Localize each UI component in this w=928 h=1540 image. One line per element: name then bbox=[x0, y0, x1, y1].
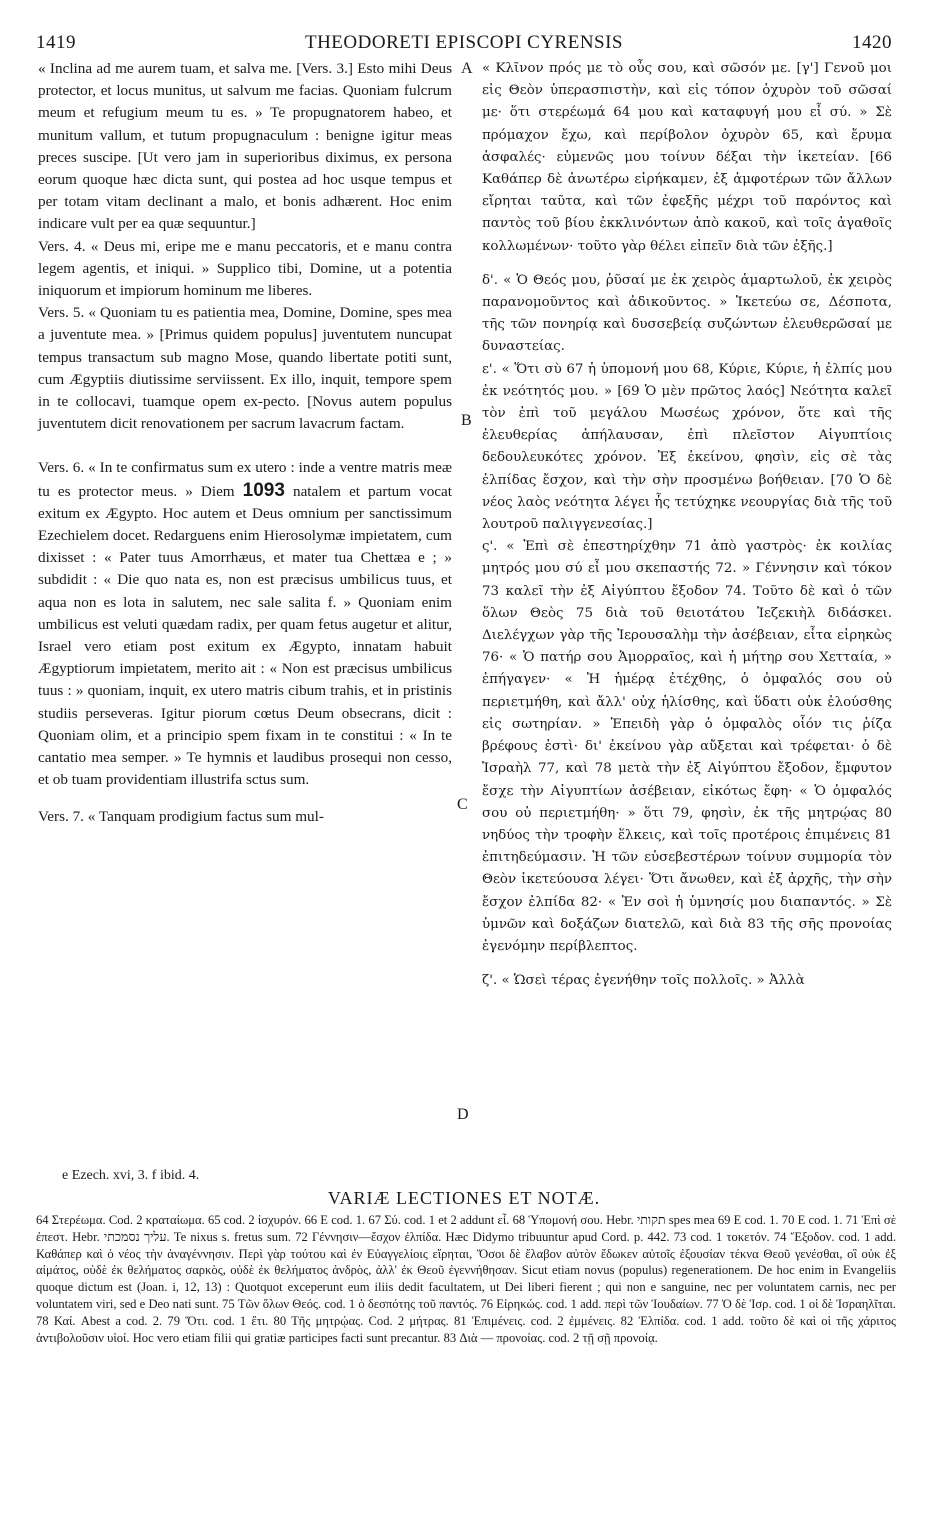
greek-paragraph: ε'. « Ὅτι σὺ 67 ἡ ὑπομονή μου 68, Κύριε, Κύριε, ἡ ἐλπίς μου ἐκ νεότητός μου. » [69 Ὁ μὲν πρῶτος λαός] Νεότητα καλεῖ τὸν ἐπὶ τοῦ μεγάλου Μωσέως χρόνον, ὅτε καὶ τῆς ἐλευθερίας ἀπήλαυσαν, ἐπὶ πλεῖστον Αἰγυπτίοις δεδουλευκότες χρόνον. Ἐξ ἐκείνου, φησὶν, εἰς σὲ τὰς ἐλπίδας ἔσχον, καὶ τὴν σὴν προσμένω βοήθειαν. [70 Ὁ δὲ νέος λαὸς νεότητα λέγει ἧς τετύχηκε νεουργίας διὰ τῆς τοῦ λουτροῦ παλιγγενεσίας.] bbox=[482, 361, 892, 533]
variae-lectiones-title: VARIÆ LECTIONES ET NOTÆ. bbox=[327, 1188, 601, 1208]
greek-paragraph: ς'. « Ἐπὶ σὲ ἐπεστηρίχθην 71 ἀπὸ γαστρὸς· ἐκ κοιλίας μητρός μου σύ εἶ μου σκεπαστής 72. » Γέννησιν καὶ τόκον 73 καλεῖ τὴν ἐξ Αἰγύπτου ἔξοδον 74. Τοῦτο δὲ καὶ ὁ τῶν ὅλων Θεὸς 75 διὰ τοῦ θειοτάτου Ἰεζεκιὴλ διδάσκει. Διελέγχων γὰρ τῆς Ἱερουσαλὴμ τὴν ἀσέβειαν, εἶτα εἰρηκὼς 76· « Ὁ πατήρ σου Ἀμορραῖος, καὶ ἡ μήτηρ σου Χετταία, » ἐπήγαγεν· « Ἡ ἡμέρᾳ ἐτέχθης, ὁ ὀμφαλός σου οὐ περιετμήθη, καὶ ἄλλ' οὐχ ἡλίσθης, καὶ ὕδατι οὐκ ἐλούσθης εἰς σωτηρίαν. » Ἐπειδὴ γὰρ ὁ ὀμφαλὸς οἷόν τις ῥίζα βρέφους ἐστὶ· δι' ἐκείνου γὰρ αὔξεται καὶ τρέφεται· ὁ δὲ Ἰσραὴλ 77, καὶ 78 μετὰ τὴν ἐξ Αἰγύπτου ἔξοδον, ἔμφυτον ἔσχε τὴν Αἰγυπτίων ἀσέβειαν, εἰκότως ἔφη· « Ὁ ὀμφαλός σου οὐ περιετμήθη· » ὅτι 79, φησὶν, ἐκ τῆς μητρῴας 80 νηδύος τὴν τροφὴν ἕλκεις, καὶ τοῖς προτέροις ἐπιμένεις 81 ἐπιτηδεύμασιν. Ἡ τῶν εὐσεβεστέρων τοίνυν συμμορία τὸν Θεὸν ἱκετεύουσα λέγει· Ὅτι ἄνωθεν, καὶ ἐξ ἀρχῆς, τὴν σὴν ἔσχον ἐλπίδα 82· « Ἐν σοὶ ἡ ὑμνησίς μου διαπαντός. » Σὲ ὑμνῶν καὶ δοξάζων διατελῶ, καὶ διὰ 83 τῆς σῆς προνοίας ἐγενόμην περίβλεπτος. bbox=[482, 539, 892, 954]
latin-paragraph: Vers. 7. « Tanquam prodigium factus sum mul- bbox=[38, 807, 324, 825]
running-title: THEODORETI EPISCOPI CYRENSIS bbox=[304, 32, 624, 53]
latin-verse-6-rest: natalem et partum vocat exitum ex Ægypto. Hoc autem et Deus omnium per sanctissimum Ezechielem docet. Redarguens enim Hierosolymæ impietatem, cum dixisset : « Pater tuus Amorrhæus, et mater tua Chettæa e ; » subdidit : « Die quo nata es, non est præcisus umbilicus tuus, et aqua non es lota in salutem, nec sale salita f. » Quoniam enim umbilicus est veluti quædam radix, per quam fetus augetur et alitur, Israel vero etiam post exitum ex Ægypto, innatam habuit Ægyptiorum impietatem, merito ait : « Non est præcisus umbilicus tuus : » quoniam, inquit, ex utero matris cibum trahis, et in pristinis studiis perseveras. Igitur piorum cœtus Deum obsecrans, dicit : Quoniam olim, et a principio spem fixam in te constitui : « In te cantatio mea semper. » Te hymnis et laudibus prosequi non cesso, et ob tuam providentiam illustrifa sctus sum. bbox=[38, 482, 452, 789]
greek-paragraph: ζ'. « Ὡσεὶ τέρας ἐγενήθην τοῖς πολλοῖς. » Ἀλλὰ bbox=[482, 973, 805, 989]
latin-paragraph: Vers. 5. « Quoniam tu es patientia mea, Domine, Domine, spes mea a juventute mea. » [Primus quidem populus] juventutem nuncupat tempus transactum sub magno Mose, quando libertate potiti sunt, cum Ægyptiis diutissime serviissent. Ex illo, inquit, tempore spem in te collocavi, tuamque opem ex-pecto. [Novus autem populus juventutem dicit renovationem per sacrum lavacrum factam. bbox=[38, 304, 452, 433]
latin-paragraph: « Inclina ad me aurem tuam, et salva me. [Vers. 3.] Esto mihi Deus protector, et locus munitus, ut salvum me facias. Quoniam fulcrum meum et refugium meum tu es. » Te propugnatorem habeo, et munitum vallum, et tutum propugnaculum : benigne igitur meas preces suscipe. [Ut vero jam in superioribus diximus, ex persona eorum quoque hæc dicta sunt, qui postea ad hoc usque tempus et per totam vitam declinant a malo, et bonis adhærent. Hoc enim indicare vult per ea quæ sequuntur.] bbox=[38, 60, 452, 233]
variae-lectiones-notes: 64 Στερέωμα. Cod. 2 κραταίωμα. 65 cod. 2 ἰσχυρόν. 66 E cod. 1. 67 Σύ. cod. 1 et 2 addunt εἶ. 68 Ὑπομονή σου. Hebr. תקותי spes mea 69 E cod. 1. 70 E cod. 1. 71 Ἐπὶ σὲ ἐπεστ. Hebr. עליך נסמכתי. Te nixus s. fretus sum. 72 Γέννησιν—ἔσχον ἐλπίδα. Hæc Didymo tribuuntur apud Cord. p. 442. 73 cod. 1 τοκετόν. 74 Ἔξοδον. cod. 1 add. Καθάπερ καὶ ὁ νέος τὴν ἀναγέννησιν. Περὶ γὰρ τούτου καὶ ἐν Εὐαγγελίοις εἴρηται, Ὅσοι δὲ ἔλαβον αὐτὸν ἔδωκεν αὐτοῖς ἐξουσίαν τέκνα Θεοῦ γενέσθαι, οἳ οὐκ ἐξ αἱμάτος, οὐδὲ ἐκ θελήματος σαρκὸς, οὐδὲ ἐκ θελήματος ἀνδρὸς, ἀλλ' ἐκ Θεοῦ ἐγεννήθησαν. Sicut etiam novus (populus) regenerationem. De hoc enim in Evangeliis quoque dictum est (Joan. i, 12, 13) : Quotquot exceperunt eum iliis dedit facultatem, ut Dei liberi fierent ; qui non e sanguine, nec per voluntatem carnis, nec per voluntatem viri, sed e Deo nati sunt. 75 Τῶν ὅλων Θεός. cod. 1 ὁ δεσπότης τοῦ παντός. 76 Εἰρηκώς. cod. 1 add. περὶ τῶν Ἰουδαίων. 77 Ὁ δὲ Ἰσρ. cod. 1 οἱ δὲ Ἰσραηλῖται. 78 Καί. Abest a cod. 2. 79 Ὅτι. cod. 1 ἔτι. 80 Τῆς μητρῴας. Cod. 2 μήτρας. 81 Ἐπιμένεις. cod. 2 ἐμμένεις. 82 Ἐλπίδα. cod. 1 add. τοῦτο δὲ καὶ οἱ τῆς χάριτος ἀντιβολοῦσιν υἱοί. Hoc vero etiam filii qui gratiæ participes facti sunt precantur. 83 Διὰ — προνοίας. cod. 2 τῇ σῇ προνοίᾳ. bbox=[36, 1213, 896, 1345]
margin-letter-c: C bbox=[457, 796, 468, 813]
greek-paragraph: δ'. « Ὁ Θεός μου, ῥῦσαί με ἐκ χειρὸς ἁμαρτωλοῦ, ἐκ χειρὸς παρανομοῦντος καὶ ἀδικοῦντος. » Ἱκετεύω σε, Δέσποτα, τῆς τῶν πονηρίᾳ καὶ δυσσεβείᾳ συζώντων ἐλευθερῶσαί με δυναστείας. bbox=[482, 272, 892, 355]
latin-paragraph: Vers. 4. « Deus mi, eripe me e manu peccatoris, et e manu contra legem agentis, et iniqui. » Supplico tibi, Domine, ut a potentia iniquorum et impiorum hominum me liberes. bbox=[38, 237, 452, 300]
latin-column bbox=[38, 58, 452, 828]
left-page-number: 1419 bbox=[36, 32, 76, 53]
greek-paragraph: « Κλῖνον πρός με τὸ οὖς σου, καὶ σῶσόν με. [γ'] Γενοῦ μοι εἰς Θεὸν ὑπερασπιστὴν, καὶ εἰς τόπον ὀχυρὸν τοῦ σῶσαί με· ὅτι στερέωμά 64 μου καὶ καταφυγή μου εἶ σύ. » Σὲ πρόμαχον ἔχω, καὶ περίβολον ὀχυρὸν 65, καὶ ἔρυμα ἀσφαλές· εὐμενῶς μου τοίνυν δέξαι τὴν ἱκετείαν. [66 Καθάπερ δὲ ἀνωτέρω εἰρήκαμεν, ἐξ ἀμφοτέρων τῶν ἄλλων εἴρηται ταῦτα, καὶ τῶν ἐφεξῆς μέχρι τοῦ παρόντος καὶ παντὸς τοῦ βίου ἐκκλινόντων ἀπὸ κακοῦ, καὶ τοῖς ἀγαθοῖς κολλωμένων· τοῦτο γὰρ θέλει εἰπεῖν διὰ τῶν ἑξῆς.] bbox=[482, 61, 892, 254]
margin-letter-b: B bbox=[461, 412, 472, 429]
right-page-number: 1420 bbox=[852, 32, 892, 53]
latin-verse-6-start: Vers. 6. « In te confirmatus sum ex utero : inde a ventre matris meæ tu es protector meus. » Diem bbox=[38, 459, 452, 500]
margin-letter-d: D bbox=[457, 1106, 469, 1123]
latin-paragraph bbox=[38, 457, 452, 791]
scripture-footnotes: e Ezech. xvi, 3. f ibid. 4. bbox=[62, 1168, 200, 1183]
greek-column bbox=[482, 58, 892, 992]
margin-letter-a: A bbox=[461, 60, 473, 77]
migne-column-number: 1093 bbox=[242, 479, 285, 501]
